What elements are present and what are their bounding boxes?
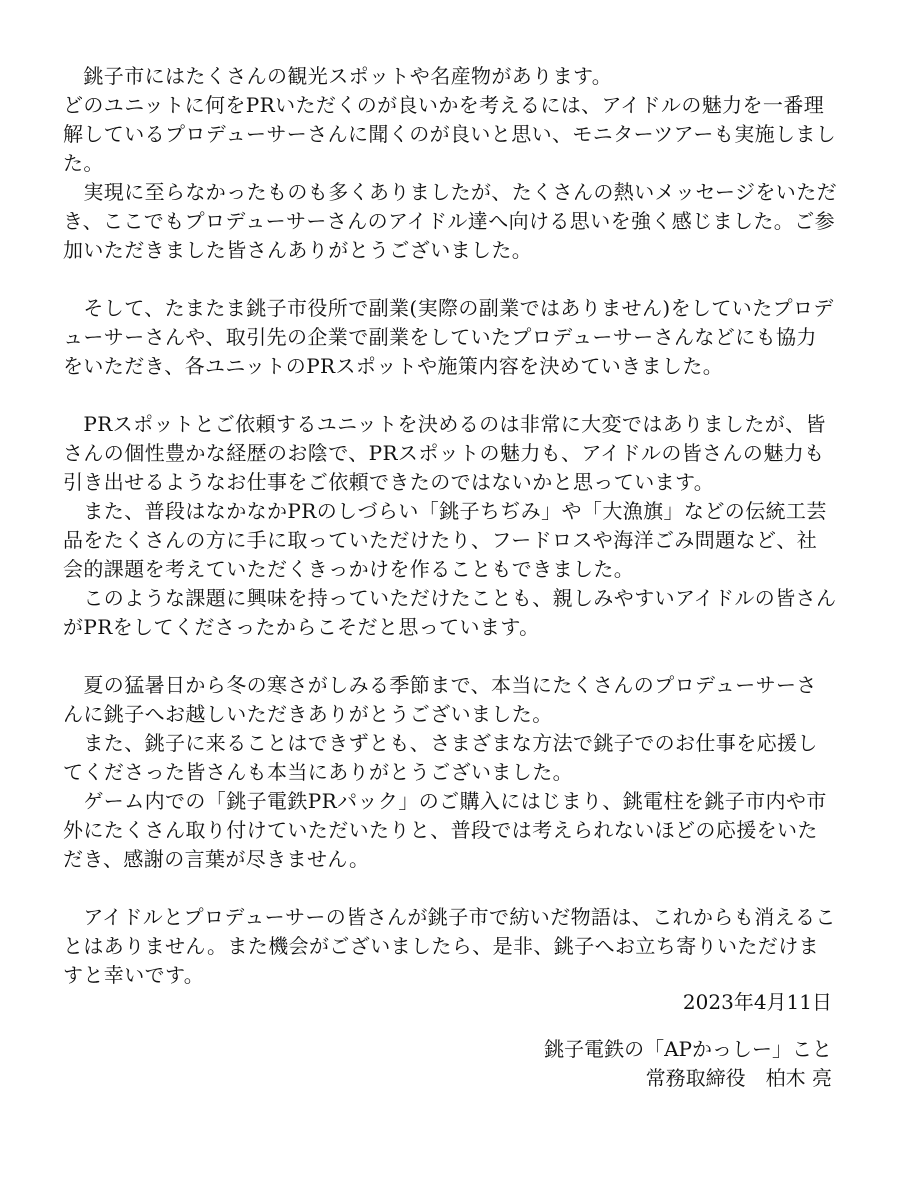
letter-date: 2023年4月11日 [682, 990, 832, 1014]
letter-paragraph: PRスポットとご依頼するユニットを決めるのは非常に大変ではありましたが、皆さんの個性豊かな経歴のお陰で、PRスポットの魅力も、アイドルの皆さんの魅力も引き出せるようなお仕事をご依頼できたのではないかと思っています。 [63, 412, 826, 494]
signature-title-name: 常務取締役 柏木 亮 [645, 1066, 832, 1090]
letter-body [63, 62, 837, 990]
letter-paragraph: このような課題に興味を持っていただけたことも、親しみやすいアイドルの皆さんがPRをしてくださったからこそだと思っています。 [63, 586, 837, 639]
letter-paragraph: また、銚子に来ることはできずとも、さまざまな方法で銚子でのお仕事を応援してくださった皆さんも本当にありがとうございました。 [63, 731, 818, 784]
letter-paragraph: 実現に至らなかったものも多くありましたが、たくさんの熱いメッセージをいただき、ここでもプロデューサーさんのアイドル達へ向ける思いを強く感じました。ご参加いただきました皆さんありがとうございました。 [63, 180, 837, 262]
letter-paragraph: ゲーム内での「銚子電鉄PRパック」のご購入にはじまり、銚電柱を銚子市内や市外にたくさん取り付けていただいたりと、普段では考えられないほどの応援をいただき、感謝の言葉が尽きません。 [63, 789, 827, 871]
letter-paragraph: また、普段はなかなかPRのしづらい「銚子ちぢみ」や「大漁旗」などの伝統工芸品をたくさんの方に手に取っていただけたり、フードロスや海洋ごみ問題など、社会的課題を考えていただくきっかけを作ることもできました。 [63, 499, 827, 581]
paragraph-gap [63, 381, 837, 410]
letter-paragraph: 夏の猛暑日から冬の寒さがしみる季節まで、本当にたくさんのプロデューサーさんに銚子へお越しいただきありがとうございました。 [63, 673, 817, 726]
paragraph-gap [63, 874, 837, 903]
signature-nickname: 銚子電鉄の「APかっしー」こと [544, 1037, 832, 1061]
paragraph-gap [63, 642, 837, 671]
letter-paragraph: そして、たまたま銚子市役所で副業(実際の副業ではありません)をしていたプロデューサーさんや、取引先の企業で副業をしていたプロデューサーさんなどにも協力をいただき、各ユニットのPRスポットや施策内容を決めていきました。 [63, 296, 834, 378]
letter-paragraph: アイドルとプロデューサーの皆さんが銚子市で紡いだ物語は、これからも消えることはありません。また機会がございましたら、是非、銚子へお立ち寄りいただけますと幸いです。 [63, 905, 836, 987]
paragraph-gap [63, 265, 837, 294]
signature-block [544, 1035, 832, 1093]
letter-paragraph: 銚子市にはたくさんの観光スポットや名産物があります。 どのユニットに何をPRいただくのが良いかを考えるには、アイドルの魅力を一番理解しているプロデューサーさんに聞くのが良いと思い、モニターツアーも実施しました。 [63, 64, 837, 175]
